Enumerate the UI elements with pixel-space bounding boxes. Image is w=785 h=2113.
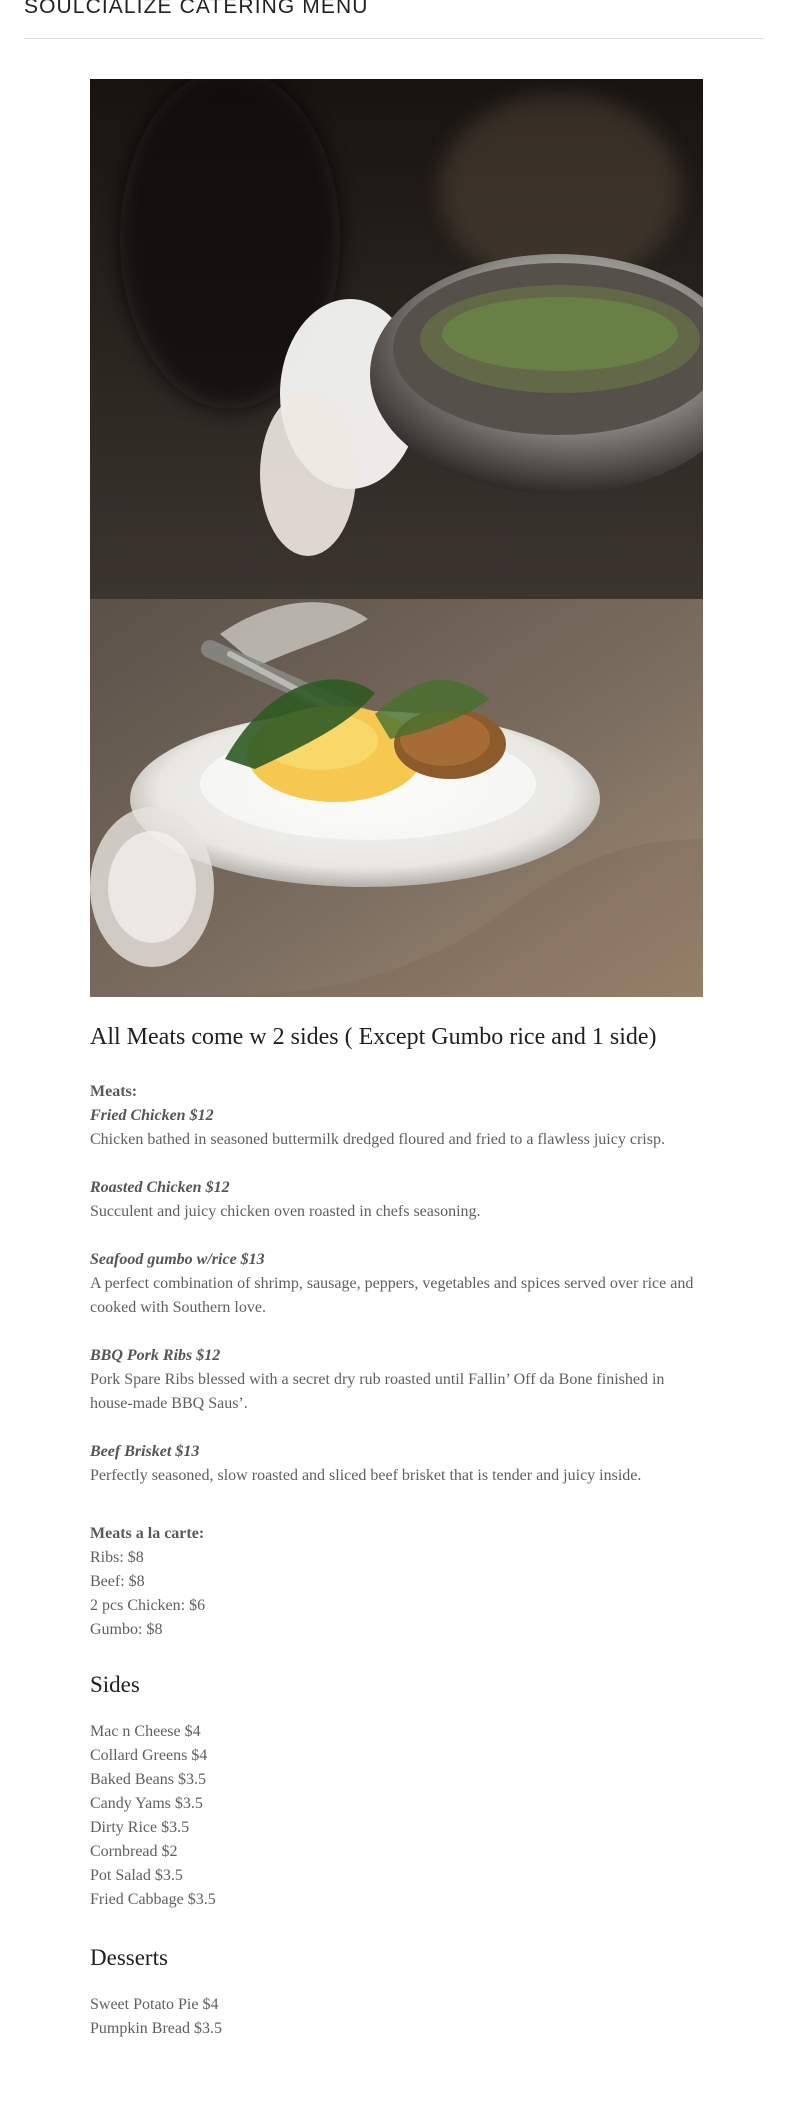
menu-item-description: A perfect combination of shrimp, sausage, peppers, vegetables and spices served over rice and cooked with Southern love.: [90, 1275, 694, 1317]
menu-item-description: Succulent and juicy chicken oven roasted in chefs seasoning.: [90, 1203, 481, 1221]
menu-content: [90, 1022, 703, 2041]
list-item: Pumpkin Bread $3.5: [90, 2019, 222, 2037]
menu-item-description: Pork Spare Ribs blessed with a secret dry rub roasted until Fallin’ Off da Bone finished in house-made BBQ Saus’.: [90, 1371, 665, 1413]
sides-heading: Sides: [90, 1672, 140, 1698]
menu-item-name: Fried Chicken $12: [90, 1107, 214, 1125]
sides-list: [90, 1720, 703, 1912]
list-item: Gumbo: $8: [90, 1621, 163, 1639]
menu-item-description: Perfectly seasoned, slow roasted and sliced beef brisket that is tender and juicy inside.: [90, 1467, 642, 1485]
site-header: [24, 0, 764, 39]
hero-food-image: [90, 79, 703, 997]
list-item: Cornbread $2: [90, 1843, 178, 1861]
list-item: Ribs: $8: [90, 1549, 144, 1567]
menu-item-name: Beef Brisket $13: [90, 1443, 200, 1461]
list-item: Collard Greens $4: [90, 1747, 208, 1765]
menu-item-name: Seafood gumbo w/rice $13: [90, 1251, 265, 1269]
menu-item-name: Roasted Chicken $12: [90, 1179, 230, 1197]
desserts-heading: Desserts: [90, 1945, 168, 1971]
list-item: Baked Beans $3.5: [90, 1771, 206, 1789]
list-item: 2 pcs Chicken: $6: [90, 1597, 206, 1615]
menu-item: [90, 1440, 703, 1488]
desserts-list: [90, 1993, 703, 2041]
menu-item: [90, 1104, 703, 1152]
menu-item-description: Chicken bathed in seasoned buttermilk dredged floured and fried to a flawless juicy crisp.: [90, 1131, 665, 1149]
list-item: Beef: $8: [90, 1573, 145, 1591]
list-item: Dirty Rice $3.5: [90, 1819, 190, 1837]
menu-item-name: BBQ Pork Ribs $12: [90, 1347, 221, 1365]
list-item: Mac n Cheese $4: [90, 1723, 201, 1741]
menu-intro: All Meats come w 2 sides ( Except Gumbo rice and 1 side): [90, 1024, 657, 1050]
menu-item: [90, 1344, 703, 1416]
list-item: Sweet Potato Pie $4: [90, 1995, 219, 2013]
list-item: Pot Salad $3.5: [90, 1867, 183, 1885]
meats-a-la-carte: [90, 1522, 703, 1642]
list-item: Fried Cabbage $3.5: [90, 1891, 216, 1909]
list-item: Candy Yams $3.5: [90, 1795, 203, 1813]
alacarte-list: [90, 1546, 703, 1642]
menu-item: [90, 1176, 703, 1224]
menu-item: [90, 1248, 703, 1320]
site-title: SOULCIALIZE CATERING MENU: [24, 0, 369, 18]
meats-label: Meats:: [90, 1083, 138, 1101]
alacarte-label: Meats a la carte:: [90, 1525, 205, 1543]
